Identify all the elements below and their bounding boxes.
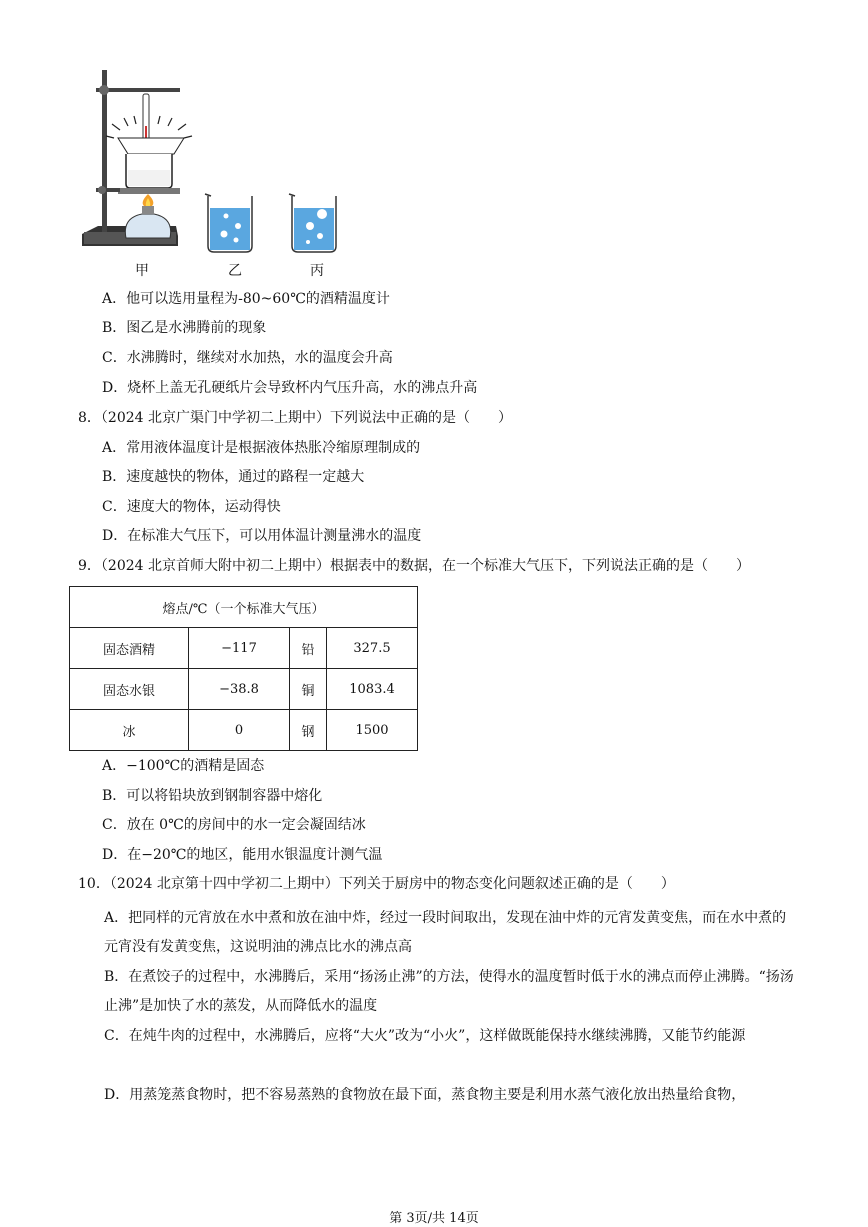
beaker-bing-water (294, 208, 334, 250)
melting-point-table (69, 586, 418, 751)
table-row (70, 587, 418, 628)
figure-label-jia: 甲 (135, 263, 149, 279)
beaker-water (128, 170, 170, 186)
experiment-figure (78, 66, 378, 281)
q9-option-a: A．−100℃的酒精是固态 (102, 758, 265, 774)
table-cell: 固态水银 (70, 669, 189, 710)
table-cell: 327.5 (327, 628, 418, 669)
table-cell: 铅 (290, 628, 327, 669)
q7-option-c: C．水沸腾时，继续对水加热，水的温度会升高 (102, 350, 393, 366)
q10-option-a: A．把同样的元宵放在水中煮和放在油中炸，经过一段时间取出，发现在油中炸的元宵发黄变焦，而在水中煮的元宵没有发黄变焦，这说明油的沸点比水的沸点高 (104, 910, 787, 955)
ring-knob (98, 186, 106, 194)
table-row (70, 628, 418, 669)
figure-label-bing: 丙 (310, 263, 324, 279)
table-cell: 0 (189, 710, 290, 751)
beaker-bing-lip (289, 194, 295, 196)
q8-option-b: B．速度越快的物体，通过的路程一定越大 (102, 469, 365, 485)
q9-option-d: D．在−20℃的地区，能用水银温度计测气温 (102, 847, 383, 863)
q8-option-a: A．常用液体温度计是根据液体热胀冷缩原理制成的 (102, 440, 421, 456)
q8-option-c: C．速度大的物体，运动得快 (102, 499, 281, 515)
q8-option-d: D．在标准大气压下，可以用体温计测量沸水的温度 (102, 528, 422, 544)
table-row (70, 669, 418, 710)
gauze-ring (118, 188, 180, 194)
q10-option-b: B．在煮饺子的过程中，水沸腾后，采用“扬汤止沸”的方法，使得水的温度暂时低于水的沸点而停止沸腾。“扬汤止沸”是加快了水的蒸发，从而降低水的温度 (104, 969, 794, 1014)
page-footer: 第 3页/共 14页 (389, 1211, 479, 1226)
lamp-wick-holder (142, 206, 154, 214)
beaker-yi-water (210, 208, 250, 250)
q7-option-b: B．图乙是水沸腾前的现象 (102, 320, 267, 336)
q9-stem: 9．（2024 北京首师大附中初二上期中）根据表中的数据，在一个标准大气压下，下列说法正确的是（ ） (78, 558, 750, 574)
q7-option-a: A．他可以选用量程为-80~60℃的酒精温度计 (102, 291, 390, 307)
q9-option-b: B．可以将铅块放到钢制容器中熔化 (102, 788, 323, 804)
q8-stem: 8．（2024 北京广渠门中学初二上期中）下列说法中正确的是（ ） (78, 410, 512, 426)
figure-label-yi: 乙 (228, 263, 242, 279)
table-cell: 钢 (290, 710, 327, 751)
table-cell: 1083.4 (327, 669, 418, 710)
beaker-yi-lip (205, 194, 211, 196)
q7-option-d: D．烧杯上盖无孔硬纸片会导致杯内气压升高，水的沸点升高 (102, 380, 478, 396)
table-cell: 铜 (290, 669, 327, 710)
q10-option-c: C．在炖牛肉的过程中，水沸腾后，应将“大火”改为“小火”，这样做既能保持水继续沸腾，又能节约能源 (104, 1028, 746, 1044)
clamp-knob (99, 85, 109, 95)
q9-option-c: C．放在 0℃的房间中的水一定会凝固结冰 (102, 817, 366, 833)
table-cell: 1500 (327, 710, 418, 751)
q10-option-d: D．用蒸笼蒸食物时，把不容易蒸熟的食物放在最下面，蒸食物主要是利用水蒸气液化放出热量给食物， (104, 1087, 746, 1103)
table-cell: 固态酒精 (70, 628, 189, 669)
table-cell: 冰 (70, 710, 189, 751)
q10-stem: 10．（2024 北京第十四中学初二上期中）下列关于厨房中的物态变化问题叙述正确的是（ ） (78, 876, 675, 892)
table-header: 熔点/℃（一个标准大气压） (70, 587, 418, 628)
apparatus-illustration (78, 66, 378, 281)
cardboard-cover (118, 138, 184, 154)
alcohol-lamp (125, 214, 170, 238)
table-cell: −38.8 (189, 669, 290, 710)
table-cell: −117 (189, 628, 290, 669)
table-row (70, 710, 418, 751)
